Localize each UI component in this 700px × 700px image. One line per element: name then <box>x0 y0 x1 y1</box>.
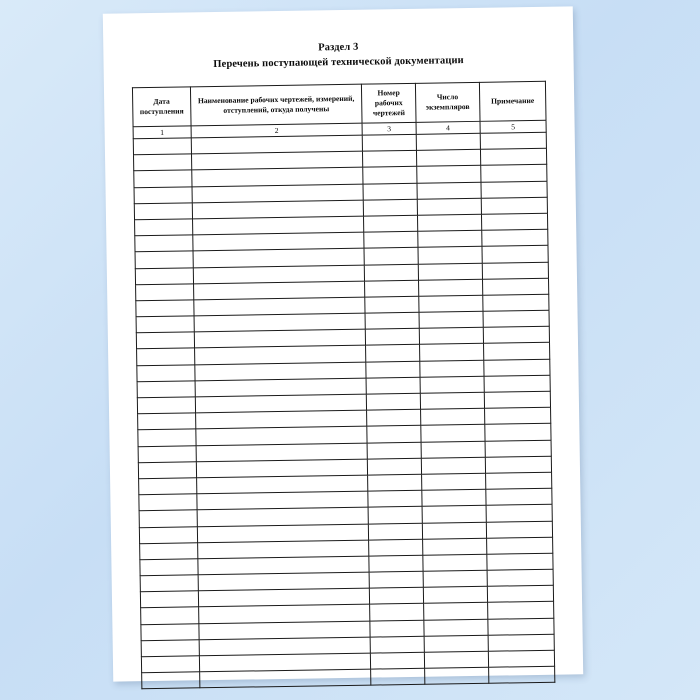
cell-notes[interactable] <box>483 343 549 360</box>
cell-date[interactable] <box>136 300 194 317</box>
cell-copies[interactable] <box>418 263 482 280</box>
cell-copies[interactable] <box>424 619 488 636</box>
column-header-copies: Число экземпляров <box>415 83 480 123</box>
cell-date[interactable] <box>136 284 194 301</box>
column-number-2: 2 <box>191 123 363 138</box>
cell-date[interactable] <box>135 235 193 252</box>
cell-date[interactable] <box>141 640 199 657</box>
cell-date[interactable] <box>142 672 200 689</box>
column-number-5: 5 <box>480 120 546 133</box>
cell-date[interactable] <box>139 526 197 543</box>
cell-date[interactable] <box>140 575 198 592</box>
cell-drawing-number[interactable] <box>366 393 420 410</box>
cell-notes[interactable] <box>485 424 551 441</box>
cell-drawing-number[interactable] <box>365 280 419 297</box>
cell-date[interactable] <box>139 510 197 527</box>
cell-drawing-number[interactable] <box>371 668 425 685</box>
cell-copies[interactable] <box>422 489 486 506</box>
cell-date[interactable] <box>137 381 195 398</box>
cell-notes[interactable] <box>482 246 548 263</box>
column-header-notes: Примечание <box>479 82 546 122</box>
cell-copies[interactable] <box>422 538 486 555</box>
cell-drawing-number[interactable] <box>364 264 418 281</box>
cell-notes[interactable] <box>485 472 551 489</box>
cell-drawing-number[interactable] <box>365 312 419 329</box>
cell-copies[interactable] <box>420 408 484 425</box>
cell-drawing-number[interactable] <box>368 458 422 475</box>
cell-drawing-number[interactable] <box>363 199 417 216</box>
cell-date[interactable] <box>140 559 198 576</box>
section-title: Раздел 3 <box>318 41 359 54</box>
column-header-drawing-number: Номер рабочих чертежей <box>362 84 416 123</box>
cell-date[interactable] <box>137 364 195 381</box>
cell-copies[interactable] <box>423 603 487 620</box>
cell-copies[interactable] <box>423 587 487 604</box>
documentation-register-table <box>132 81 555 689</box>
cell-drawing-number[interactable] <box>367 442 421 459</box>
cell-copies[interactable] <box>418 247 482 264</box>
cell-notes[interactable] <box>484 407 550 424</box>
cell-date[interactable] <box>136 316 194 333</box>
cell-notes[interactable] <box>488 618 554 635</box>
cell-notes[interactable] <box>483 294 549 311</box>
cell-copies[interactable] <box>420 360 484 377</box>
cell-notes[interactable] <box>485 456 551 473</box>
cell-date[interactable] <box>141 623 199 640</box>
cell-copies[interactable] <box>417 214 481 231</box>
cell-copies[interactable] <box>419 344 483 361</box>
column-number-4: 4 <box>416 121 480 134</box>
cell-copies[interactable] <box>423 570 487 587</box>
cell-date[interactable] <box>140 543 198 560</box>
cell-notes[interactable] <box>485 440 551 457</box>
cell-copies[interactable] <box>419 311 483 328</box>
cell-date[interactable] <box>134 154 192 171</box>
cell-drawing-number[interactable] <box>367 409 421 426</box>
cell-notes[interactable] <box>487 553 553 570</box>
cell-notes[interactable] <box>486 505 552 522</box>
cell-copies[interactable] <box>421 473 485 490</box>
cell-date[interactable] <box>141 656 199 673</box>
cell-date[interactable] <box>138 445 196 462</box>
cell-notes[interactable] <box>486 537 552 554</box>
cell-notes[interactable] <box>483 327 549 344</box>
cell-notes[interactable] <box>486 488 552 505</box>
cell-copies[interactable] <box>421 457 485 474</box>
cell-drawing-number[interactable] <box>369 571 423 588</box>
cell-drawing-number[interactable] <box>370 620 424 637</box>
cell-date[interactable] <box>139 494 197 511</box>
cell-date[interactable] <box>137 348 195 365</box>
cell-copies[interactable] <box>424 667 488 684</box>
cell-copies[interactable] <box>419 295 483 312</box>
cell-date[interactable] <box>138 462 196 479</box>
cell-drawing-number[interactable] <box>363 151 417 168</box>
cell-notes[interactable] <box>488 666 554 683</box>
cell-notes[interactable] <box>488 650 554 667</box>
cell-notes[interactable] <box>487 585 553 602</box>
cell-notes[interactable] <box>482 229 548 246</box>
cell-notes[interactable] <box>487 569 553 586</box>
cell-notes[interactable] <box>488 634 554 651</box>
cell-notes[interactable] <box>480 148 546 165</box>
cell-drawing-number[interactable] <box>363 183 417 200</box>
cell-drawing-number[interactable] <box>369 523 423 540</box>
cell-copies[interactable] <box>421 441 485 458</box>
cell-drawing-number[interactable] <box>369 555 423 572</box>
cell-drawing-number[interactable] <box>370 588 424 605</box>
cell-drawing-number[interactable] <box>367 426 421 443</box>
cell-drawing-number[interactable] <box>365 329 419 346</box>
cell-drawing-number[interactable] <box>371 652 425 669</box>
cell-drawing-number[interactable] <box>364 215 418 232</box>
cell-copies[interactable] <box>416 133 480 150</box>
cell-date[interactable] <box>135 219 193 236</box>
cell-drawing-number[interactable] <box>370 604 424 621</box>
cell-drawing-number[interactable] <box>368 507 422 524</box>
cell-date[interactable] <box>133 138 191 155</box>
cell-name[interactable] <box>199 669 371 688</box>
cell-date[interactable] <box>138 413 196 430</box>
cell-copies[interactable] <box>424 635 488 652</box>
cell-date[interactable] <box>135 267 193 284</box>
cell-notes[interactable] <box>482 278 548 295</box>
cell-date[interactable] <box>135 251 193 268</box>
cell-drawing-number[interactable] <box>370 636 424 653</box>
cell-date[interactable] <box>134 203 192 220</box>
cell-copies[interactable] <box>423 554 487 571</box>
cell-notes[interactable] <box>484 359 550 376</box>
cell-copies[interactable] <box>417 166 481 183</box>
cell-date[interactable] <box>134 170 192 187</box>
column-number-3: 3 <box>362 122 416 135</box>
column-header-date: Дата поступления <box>132 87 190 126</box>
cell-drawing-number[interactable] <box>368 490 422 507</box>
cell-copies[interactable] <box>419 328 483 345</box>
column-number-1: 1 <box>133 126 191 139</box>
cell-copies[interactable] <box>422 522 486 539</box>
cell-notes[interactable] <box>487 602 553 619</box>
cell-copies[interactable] <box>421 425 485 442</box>
table-body <box>133 132 555 689</box>
cell-date[interactable] <box>134 186 192 203</box>
cell-copies[interactable] <box>420 376 484 393</box>
cell-notes[interactable] <box>481 181 547 198</box>
cell-notes[interactable] <box>480 132 546 149</box>
cell-copies[interactable] <box>418 230 482 247</box>
cell-drawing-number[interactable] <box>366 377 420 394</box>
cell-notes[interactable] <box>483 310 549 327</box>
cell-drawing-number[interactable] <box>363 167 417 184</box>
cell-copies[interactable] <box>418 279 482 296</box>
cell-notes[interactable] <box>484 375 550 392</box>
cell-notes[interactable] <box>484 391 550 408</box>
document-page <box>103 6 583 681</box>
cell-copies[interactable] <box>424 651 488 668</box>
cell-notes[interactable] <box>481 197 547 214</box>
cell-drawing-number[interactable] <box>362 134 416 151</box>
cell-date[interactable] <box>141 607 199 624</box>
cell-date[interactable] <box>137 397 195 414</box>
cell-copies[interactable] <box>422 506 486 523</box>
table-header-row <box>132 82 546 127</box>
cell-date[interactable] <box>138 429 196 446</box>
cell-notes[interactable] <box>481 213 547 230</box>
cell-drawing-number[interactable] <box>366 345 420 362</box>
cell-copies[interactable] <box>420 392 484 409</box>
cell-date[interactable] <box>139 478 197 495</box>
cell-drawing-number[interactable] <box>364 248 418 265</box>
cell-date[interactable] <box>136 332 194 349</box>
cell-drawing-number[interactable] <box>365 296 419 313</box>
cell-notes[interactable] <box>486 521 552 538</box>
cell-copies[interactable] <box>417 182 481 199</box>
cell-copies[interactable] <box>417 198 481 215</box>
cell-drawing-number[interactable] <box>366 361 420 378</box>
cell-drawing-number[interactable] <box>368 474 422 491</box>
cell-drawing-number[interactable] <box>364 231 418 248</box>
cell-date[interactable] <box>140 591 198 608</box>
cell-notes[interactable] <box>481 165 547 182</box>
cell-copies[interactable] <box>416 150 480 167</box>
cell-notes[interactable] <box>482 262 548 279</box>
page-title: Перечень поступающей технической документации <box>213 55 464 71</box>
column-header-name: Наименование рабочих чертежей, измерений, отступлений, откуда получены <box>190 85 362 126</box>
cell-drawing-number[interactable] <box>369 539 423 556</box>
